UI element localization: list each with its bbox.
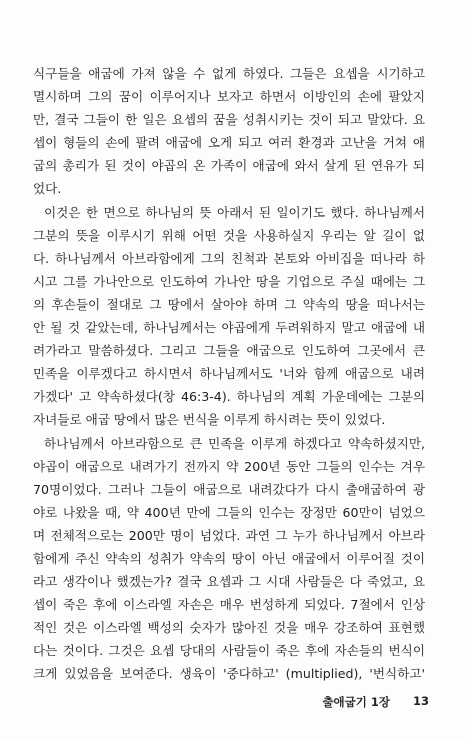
text-line: 다는 것이다. 그것은 요셉 당대의 사람들이 죽은 후에 자손들의 번식이 bbox=[33, 643, 425, 659]
text-line: 려가라고 말씀하셨다. 그리고 그들을 애굽으로 인도하여 그곳에서 큰 bbox=[33, 343, 425, 359]
text-line: 만, 결국 그들이 한 일은 요셉의 꿈을 성취시키는 것이 되고 말았다. 요 bbox=[33, 112, 425, 128]
text-line: 자녀들로 애굽 땅에서 많은 번식을 이루게 하시려는 뜻이 있었다. bbox=[33, 412, 386, 428]
text-line: 야로 나왔을 때, 약 400년 만에 그들의 인수는 장정만 60만이 넘었으 bbox=[33, 504, 425, 520]
text-line: 70명이었다. 그러나 그들이 애굽으로 내려갔다가 다시 출애굽하여 광 bbox=[33, 481, 425, 497]
text-line: 셉이 죽은 후에 이스라엘 자손은 매우 번성하게 되었다. 7절에서 인상 bbox=[33, 597, 425, 613]
text-line: 식구들을 애굽에 가져 않을 수 없게 하였다. 그들은 요셉을 시기하고 bbox=[33, 66, 425, 81]
text-line: 굽의 총리가 된 것이 야곱의 온 가족이 애굽에 와서 살게 된 연유가 되 bbox=[33, 158, 425, 174]
text-line: 민족을 이루겠다고 하시면서 하나님께서도 '너와 함께 애굽으로 내려 bbox=[33, 366, 425, 382]
page-footer bbox=[0, 694, 470, 716]
text-line: 셉이 형들의 손에 팔려 애굽에 오게 되고 여러 환경과 고난을 거쳐 애 bbox=[33, 135, 425, 151]
running-head: 출애굽기 1장 bbox=[322, 695, 390, 709]
text-line: 크게 있었음을 보여준다. 생육이 '중다하고' (multiplied), '번식하고' bbox=[33, 666, 425, 682]
text-line: 시고 그를 가나안으로 인도하여 가나안 땅을 기업으로 주실 때에는 그 bbox=[33, 273, 425, 289]
text-line: 함에게 주신 약속의 성취가 약속의 땅이 아닌 애굽에서 이루어질 것이 bbox=[33, 550, 425, 566]
text-line: 라고 생각이나 했겠는가? 결국 요셉과 그 시대 사람들은 다 죽었고, 요 bbox=[33, 574, 425, 590]
body-text bbox=[33, 62, 425, 686]
page-number: 13 bbox=[412, 694, 429, 708]
text-line: 가겠다' 고 약속하셨다(창 46:3-4). 하나님의 계획 가운데에는 그분의 bbox=[33, 389, 425, 405]
text-line: 었다. bbox=[33, 181, 62, 197]
text-line: 다. 하나님께서 아브라함에게 그의 친척과 본토와 아비집을 떠나라 하 bbox=[33, 250, 425, 266]
text-line: 적인 것은 이스라엘 백성의 숫자가 많아진 것을 매우 강조하여 표현했 bbox=[33, 620, 425, 636]
text-line: 멸시하며 그의 꿈이 이루어지나 보자고 하면서 이방인의 손에 팔았지 bbox=[33, 89, 425, 105]
text-line: 하나님께서 아브라함으로 큰 민족을 이루게 하겠다고 약속하셨지만, bbox=[44, 435, 425, 451]
text-line: 그분의 뜻을 이루시기 위해 어떤 것을 사용하실지 우리는 알 길이 없 bbox=[33, 227, 425, 243]
text-line: 며 전체적으로는 200만 명이 넘었다. 과연 그 누가 하나님께서 아브라 bbox=[33, 527, 425, 543]
text-line: 야곱이 애굽으로 내려가기 전까지 약 200년 동안 그들의 인수는 겨우 bbox=[33, 458, 425, 474]
text-line: 의 후손들이 절대로 그 땅에서 살아야 하며 그 약속의 땅을 떠나서는 bbox=[33, 296, 425, 312]
text-line: 안 될 것 같았는데, 하나님께서는 야곱에게 두려워하지 말고 애굽에 내 bbox=[33, 320, 425, 336]
text-line: 이것은 한 면으로 하나님의 뜻 아래서 된 일이기도 했다. 하나님께서 bbox=[44, 204, 425, 220]
